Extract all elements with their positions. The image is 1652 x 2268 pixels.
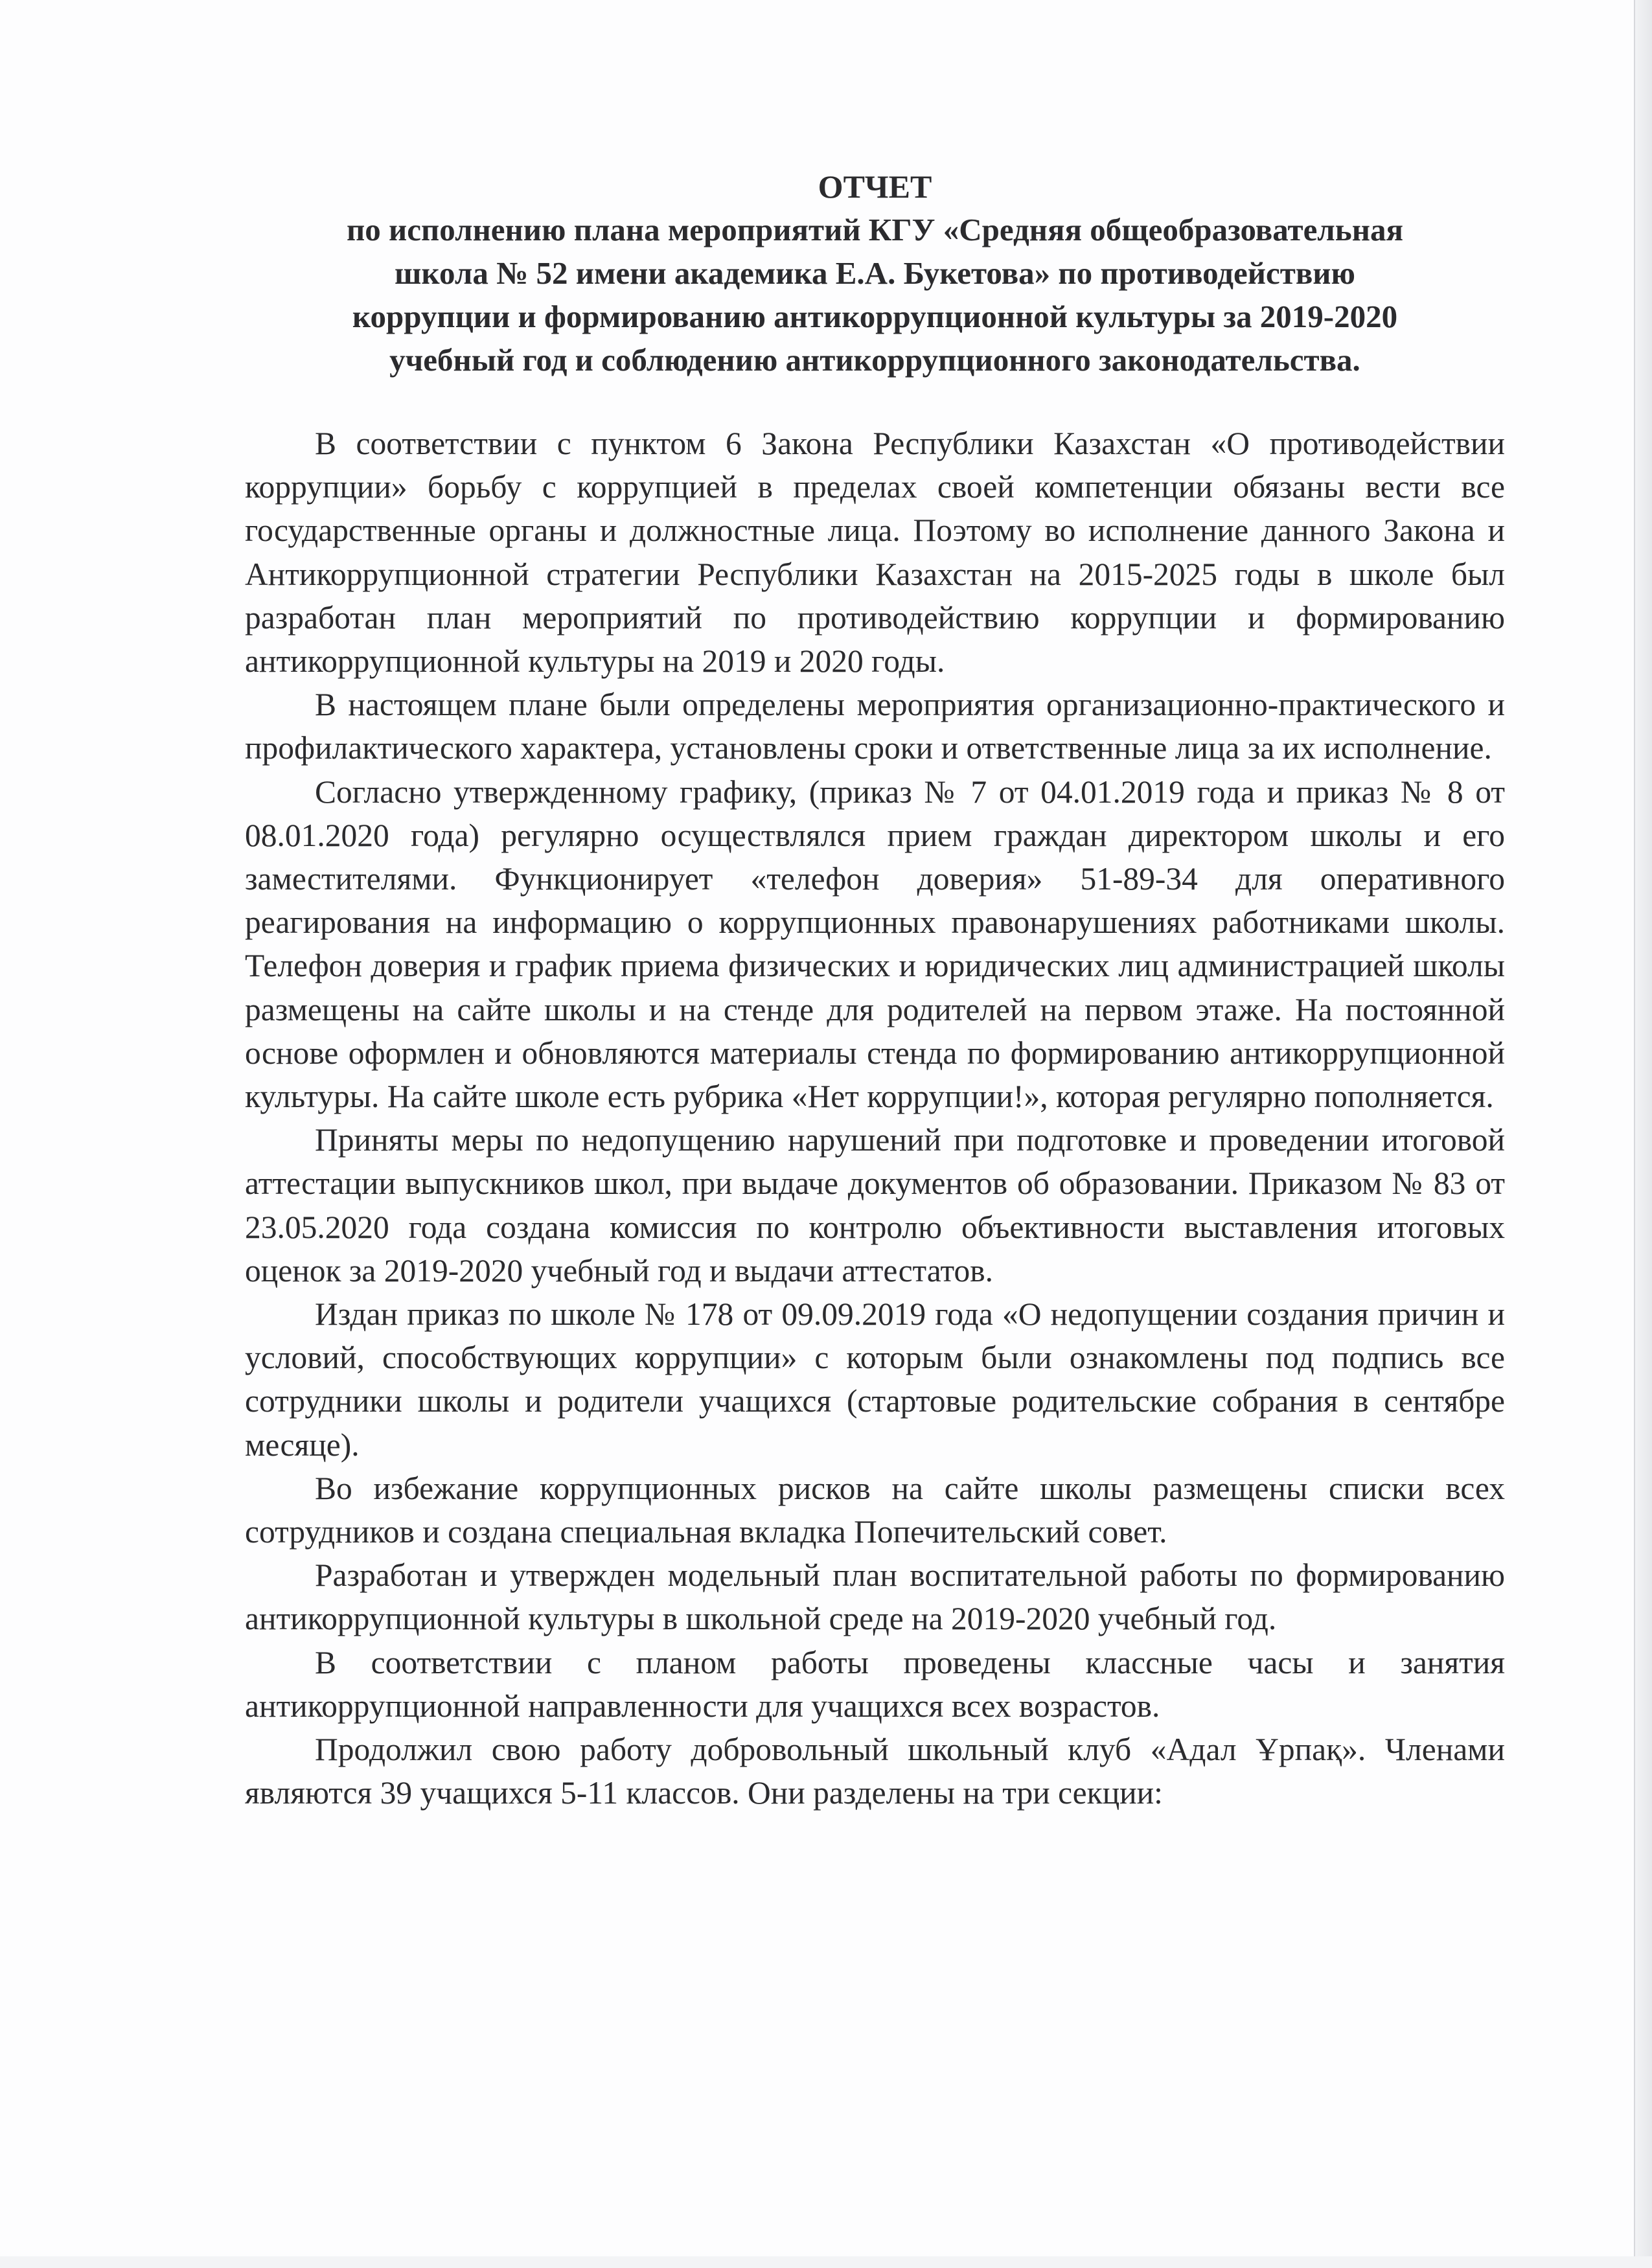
document-content	[245, 165, 1505, 1815]
document-subtitle-line: школа № 52 имени академика Е.А. Букетова» по противодействию	[395, 255, 1355, 291]
paragraph-reception-schedule: Согласно утвержденному графику, (приказ № 7 от 04.01.2019 года и приказ № 8 от 08.01.2020 года) регулярно осуществлялся прием граждан директором школы и его заместителями. Функционирует «телефон доверия» 51-89-34 для оперативного реагирования на информацию о коррупционных правонарушениях работниками школы. Телефон доверия и график приема физических и юридических лиц администрацией школы размещены на сайте школы и на стенде для родителей на первом этаже. На постоянной основе оформлен и обновляются материалы стенда по формированию антикоррупционной культуры. На сайте школе есть рубрика «Нет коррупции!», которая регулярно пополняется.	[245, 773, 1505, 1115]
paragraph-model-plan: Разработан и утвержден модельный план воспитательной работы по формированию антикоррупционной культуры в школьной среде на 2019-2020 учебный год.	[245, 1557, 1505, 1637]
document-subtitle-line: по исполнению плана мероприятий КГУ «Средняя общеобразовательная	[347, 212, 1403, 247]
scan-edge-right	[1634, 0, 1652, 2268]
paragraph-attestation-measures: Приняты меры по недопущению нарушений при подготовке и проведении итоговой аттестации выпускников школ, при выдаче документов об образовании. Приказом № 83 от 23.05.2020 года создана комиссия по контролю объективности выставления итоговых оценок за 2019-2020 учебный год и выдачи аттестатов.	[245, 1122, 1505, 1289]
document-subtitle-line: коррупции и формированию антикоррупционной культуры за 2019-2020	[352, 299, 1398, 334]
document-subtitle-line: учебный год и соблюдению антикоррупционного законодательства.	[389, 342, 1360, 378]
scan-edge-bottom	[0, 2256, 1652, 2268]
title-block	[245, 165, 1505, 382]
paragraph-plan-measures: В настоящем плане были определены мероприятия организационно-практического и профилактического характера, установлены сроки и ответственные лица за их исполнение.	[245, 687, 1505, 766]
document-body	[245, 422, 1505, 1815]
document-title: ОТЧЕТ	[818, 168, 932, 205]
paragraph-class-hours: В соответствии с планом работы проведены классные часы и занятия антикоррупционной направленности для учащихся всех возрастов.	[245, 1644, 1505, 1724]
paragraph-school-club: Продолжил свою работу добровольный школьный клуб «Адал Ұрпақ». Членами являются 39 учащихся 5-11 классов. Они разделены на три секции:	[245, 1732, 1505, 1811]
paragraph-order-178: Издан приказ по школе № 178 от 09.09.2019 года «О недопущении создания причин и условий, способствующих коррупции» с которым были ознакомлены под подпись все сотрудники школы и родители учащихся (стартовые родительские собрания в сентябре месяце).	[245, 1296, 1505, 1463]
paragraph-law-reference: В соответствии с пунктом 6 Закона Республики Казахстан «О противодействии коррупции» борьбу с коррупцией в пределах своей компетенции обязаны вести все государственные органы и должностные лица. Поэтому во исполнение данного Закона и Антикоррупционной стратегии Республики Казахстан на 2015-2025 годы в школе был разработан план мероприятий по противодействию коррупции и формированию антикоррупционной культуры на 2019 и 2020 годы.	[245, 426, 1505, 680]
paragraph-corruption-risks: Во избежание коррупционных рисков на сайте школы размещены списки всех сотрудников и создана специальная вкладка Попечительский совет.	[245, 1470, 1505, 1550]
